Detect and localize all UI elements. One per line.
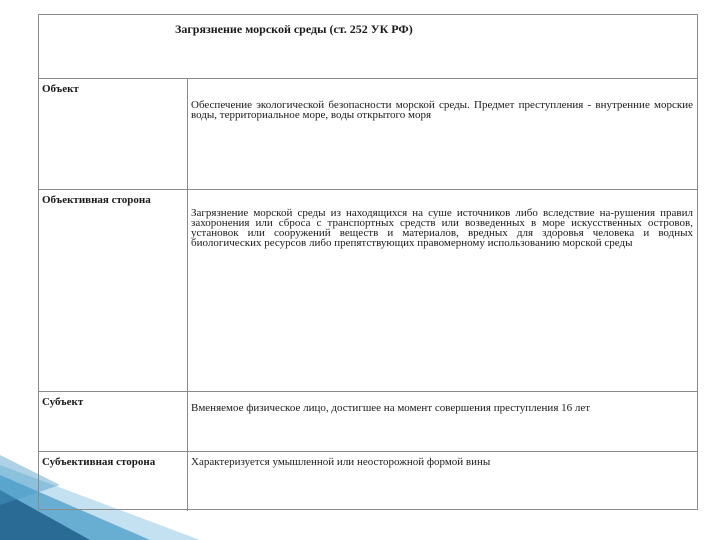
- table-row-subject: [39, 392, 697, 452]
- table-row-subjective-side: [39, 452, 697, 511]
- row-value-object: Обеспечение экологической безопасности морской среды. Предмет преступления - внутренние морские воды, территориальное море, воды открытого моря: [191, 99, 693, 121]
- row-value-objective-side: Загрязнение морской среды из находящихся на суше источников либо вследствие на-рушения правил захоронения или сброса с транспортных средств или возведенных в море искусственных островов, установок или сооружений веществ и материалов, вредных для здоровья человека и водных биологических ресурсов либо препятствующих правомерному использованию морской среды: [191, 207, 693, 249]
- table-title-row: [39, 15, 697, 79]
- row-value-subject: Вменяемое физическое лицо, достигшее на момент совершения преступления 16 лет: [191, 402, 591, 414]
- table-row-objective-side: [39, 190, 697, 392]
- table-title: Загрязнение морской среды (ст. 252 УК РФ): [175, 22, 413, 36]
- row-label-object: Объект: [39, 79, 188, 189]
- row-value-subjective-side: Характеризуется умышленной или неосторожной формой вины: [191, 456, 491, 468]
- crime-elements-table: [38, 14, 698, 510]
- row-label-objective-side: Объективная сторона: [39, 190, 188, 391]
- row-label-subject: Субъект: [39, 392, 188, 451]
- table-row-object: [39, 79, 697, 190]
- row-label-subjective-side: Субъективная сторона: [39, 452, 188, 511]
